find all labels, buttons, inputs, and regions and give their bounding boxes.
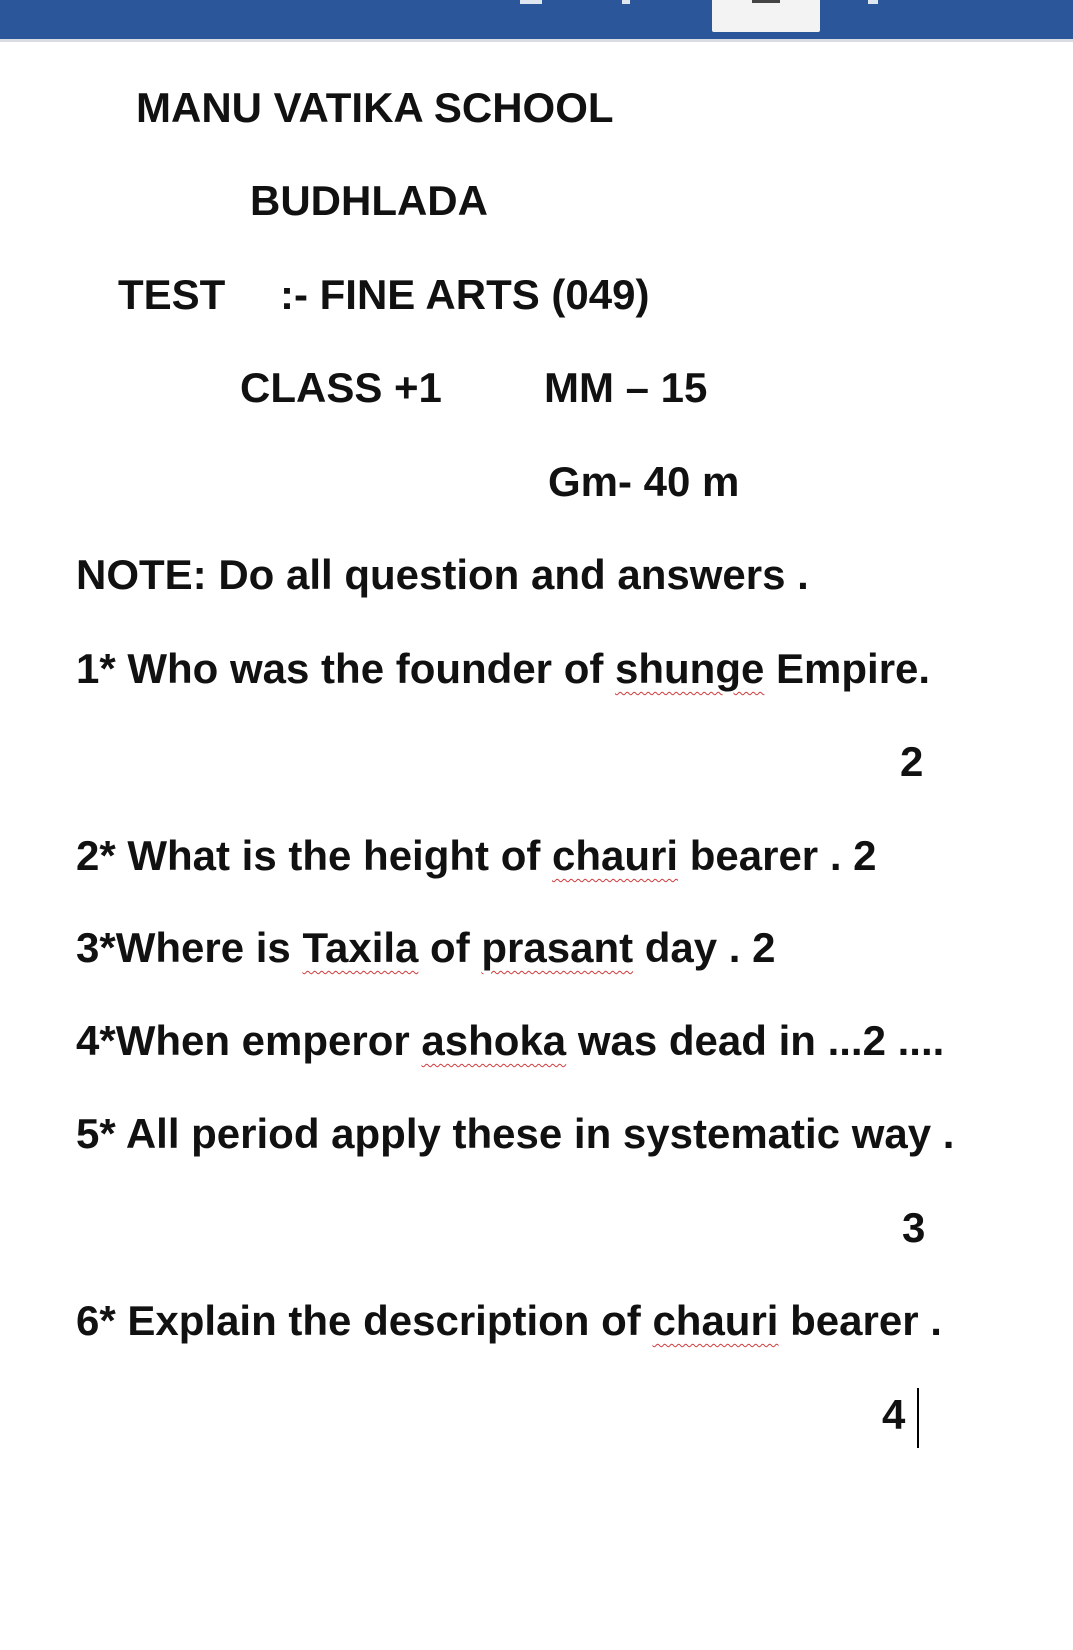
question-text: 3*Where is	[76, 924, 303, 971]
test-label: TEST	[118, 271, 226, 318]
question-text: 6* Explain the description of	[76, 1297, 653, 1344]
question-4	[76, 1016, 944, 1066]
question-6	[76, 1296, 942, 1346]
question-2	[76, 831, 877, 881]
spelling-flagged-word[interactable]: prasant	[481, 924, 634, 971]
class-label: CLASS +1	[240, 364, 442, 411]
question-text: 4*When emperor	[76, 1017, 422, 1064]
ribbon-edge-mark	[622, 0, 630, 4]
spelling-flagged-word[interactable]: ashoka	[421, 1017, 567, 1064]
question-6-marks: 4	[882, 1391, 906, 1438]
question-5: 5* All period apply these in systematic way .	[76, 1110, 955, 1157]
school-place: BUDHLADA	[250, 177, 488, 224]
ribbon-edge-mark	[520, 0, 542, 4]
ribbon-tab-icon	[752, 0, 780, 3]
note-line: NOTE: Do all question and answers .	[76, 551, 809, 598]
question-text: 1* Who was the founder of	[76, 645, 616, 692]
question-text: bearer . 2	[678, 832, 877, 879]
question-text: bearer .	[778, 1297, 942, 1344]
spelling-flagged-word[interactable]: chauri	[652, 1297, 779, 1344]
word-ribbon-bar	[0, 0, 1073, 42]
question-text: 2* What is the height of	[76, 832, 553, 879]
school-name: MANU VATIKA SCHOOL	[136, 84, 614, 131]
document-page[interactable]	[0, 45, 1073, 1650]
question-1-marks: 2	[900, 738, 924, 785]
test-subject: :- FINE ARTS (049)	[280, 271, 650, 318]
spelling-flagged-word[interactable]: chauri	[552, 832, 679, 879]
time-allowed: Gm- 40 m	[548, 458, 740, 505]
question-5-marks: 3	[902, 1204, 926, 1251]
ribbon-tab[interactable]	[712, 0, 820, 32]
question-text: day . 2	[633, 924, 776, 971]
text-cursor	[917, 1388, 919, 1448]
ribbon-edge-mark	[868, 0, 878, 4]
question-3	[76, 923, 776, 973]
question-text: of	[418, 924, 482, 971]
question-text: was dead in ...2 ....	[566, 1017, 945, 1064]
spelling-flagged-word[interactable]: Taxila	[302, 924, 419, 971]
question-text: Empire.	[764, 645, 931, 692]
spelling-flagged-word[interactable]: shunge	[615, 645, 765, 692]
max-marks: MM – 15	[544, 364, 708, 411]
question-1	[76, 644, 930, 694]
